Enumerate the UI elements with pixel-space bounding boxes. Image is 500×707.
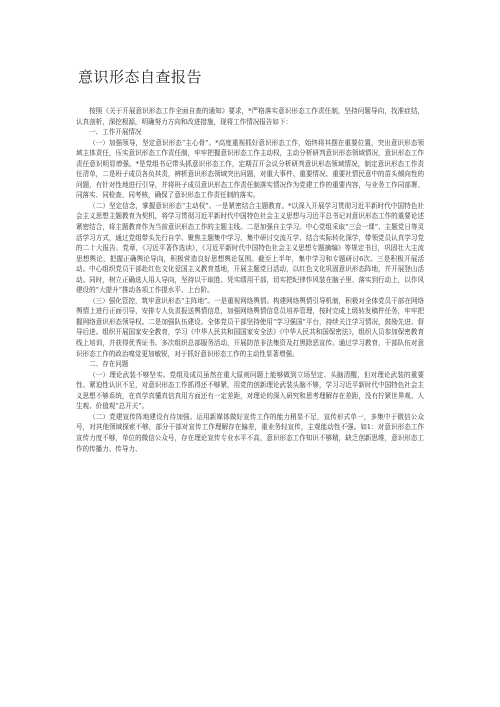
intro-paragraph: 按照《关于开展意识形态工作全面自查的通知》要求，*严格落实意识形态工作责任制，坚持问题导向，找准症结，认真剖析，深挖根源，明确努力方向和改进措施，现将工作情况报告如下：	[76, 107, 424, 126]
body-paragraph: （三）强化管控，筑牢意识形态“主阵地”。一是重视网络舆情。构建网络舆情引导机制，积极对全体党员干部在网络舆情上进行正面引导，安排专人负责报送舆情信息，加强网络舆情信息员培养管理，按时完成上级转发稿件任务，牢牢把握网络意识形态领导权。二是加强队伍建设。全体党员干部坚持使用“学习强国”平台，持续关注学习情况，鼓励先进、督导后进。组织开展国家安全教育，学习《中华人民共和国国家安全法》《中华人民共和国保密法》，组织人员参加保密教育线上培训，并获得优秀证书。多次组织总部服务活动，开展防范非法集资及打黑除恶宣传。通过学习教育，干部队伍对意识形态工作的政治嗅觉更加敏锐，对于抓好意识形态工作的主动性显著增强。	[76, 296, 424, 358]
body-paragraph: （一）理论武装不够坚实。党组及成员虽然在重大原则问题上能够做到立场坚定、头脑清醒，但对理论武装的重要性、紧迫性认识不足，对意识形态工作抓得还不够紧，用党的创新理论武装头脑不够，学习习近平新时代中国特色社会主义思想不够系统，在真学真懂真信真用方面还有一定差距，对理论的深入研究和思考理解存在差距，没有拧紧世界观、人生观、价值观“总开关”。	[76, 370, 424, 411]
section-heading-work: 一、工作开展情况	[89, 128, 142, 137]
document-title: 意识形态自查报告	[78, 68, 203, 86]
section-heading-problems: 二、存在问题	[89, 360, 129, 369]
body-paragraph: （二）坚定信念，掌握意识形态“主动权”。一是紧密结合主题教育。*以深入开展学习贯彻习近平新时代中国特色社会主义思想主题教育为契机，将学习贯彻习近平新时代中国特色社会主义思想与习近平总书记对意识形态工作的重要论述紧密结合，将主题教育作为当前意识形态工作的主题主线。二是加强自主学习。中心党组采取“三会一课”、主题党日等灵活学习方式，通过党组带头先行自学、聚焦主题集中学习、集中研讨交流互学、结合实际转化深学，带领党员认真学习党的二十大报告、党章，《习近平著作选读》，《习近平新时代中国特色社会主义思想专题摘编》等规定书目，巩固壮大主流思想舆论，把握正确舆论导向，积极营造良好思想舆论氛围。截至上半年，集中学习和专题研讨6次。三是积极开展活动。中心组织党员干部赴红色文化爱国主义教育基地，开展主题党日活动，以红色文化巩固意识形态阵地，并开展登山活动。同时，树立正确选人用人导向，坚持以干取胜、凭实绩用干部，切实把纪律作风装在脑子里、落实到行动上，以作风建设的“大提升”推动各项工作提水平、上台阶。	[76, 201, 424, 295]
document-body	[76, 106, 424, 454]
body-paragraph: （二）党建宣传阵地建设有待加强。运用新媒体做好宣传工作的能力稍显不足，宣传形式单一，多集中于微信公众号，对其他领域探索不够，部分干部对宣传工作理解存在偏差，重业务轻宣传，主观能动性不强。如1：对意识形态工作宣传力度不够，单位的微信公众号，存在理论宣传专业水平不高，意识形态工作知识不够精，缺乏创新思维，意识形态工作的传播力、传导力、	[76, 412, 424, 453]
body-paragraph: （一）加强领导，坚定意识形态“主心骨”。*高度重视抓好意识形态工作，始终将其摆在重要位置，突出意识形态领域主体责任，压实意识形态工作责任制，牢牢把握意识形态工作主动权，主动分析研判意识形态领域情况，意识形态工作责任意识明显增强。*是党组书记带头抓意识形态工作，定期召开会议分析研判意识形态领域情况，制定意识形态工作责任清单，二是班子成员各负其责，辨析意识形态领域突出问题，对重大事件、重要情况、重要社情民意中的苗头倾向性的问题，有针对性地进行引导，并将班子成员意识形态工作责任制落实情况作为党建工作的重要内容，与业务工作同部署、同落实、同检查、同考核，确保了意识形态工作责任制的落实。	[76, 138, 424, 200]
